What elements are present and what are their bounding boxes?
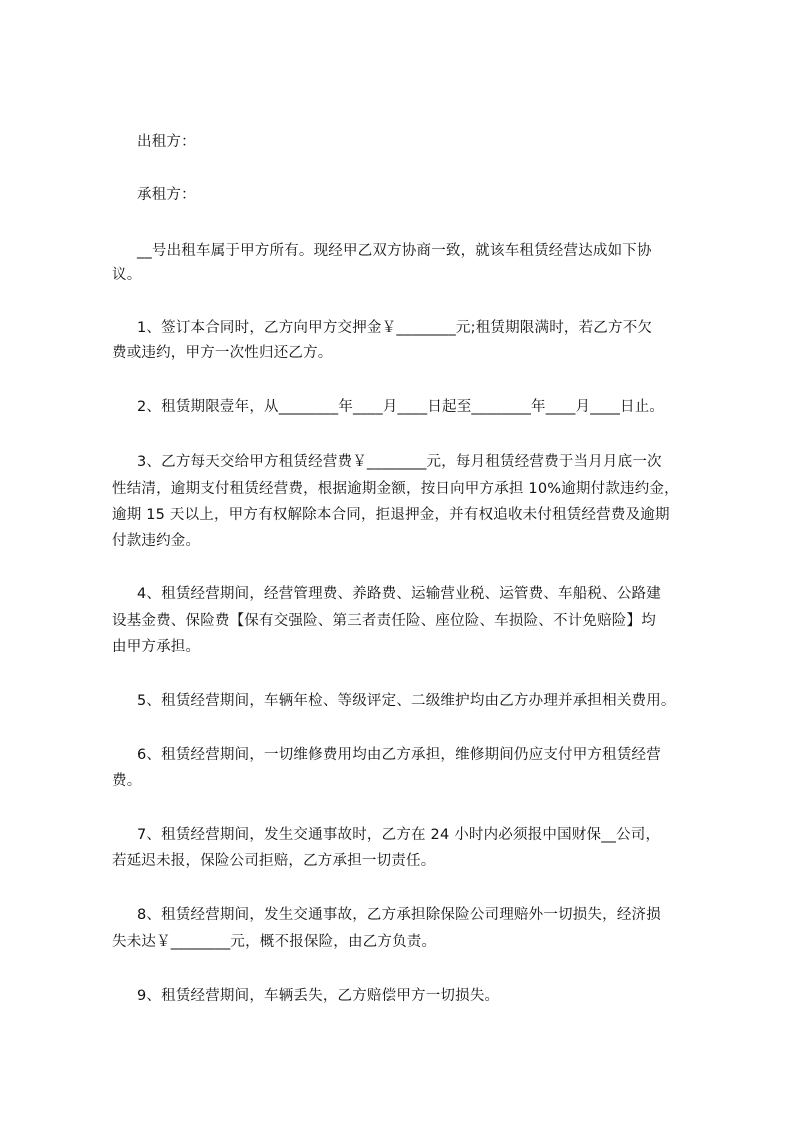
intro-line-2: 议。 [112,267,142,283]
clause-1-line-2: 费或违约，甲方一次性归还乙方。 [112,345,333,361]
clause-3-line-2: 性结清，逾期支付租赁经营费，根据逾期金额，按日向甲方承担 10%逾期付款违约金， [112,481,679,497]
clause-8-line-1: 8、租赁经营期间，发生交通事故，乙方承担除保险公司理赔外一切损失，经济损 [137,907,661,923]
lessor-label: 出租方： [137,134,196,150]
lessee-label: 承租方： [137,187,196,203]
clause-5-line-1: 5、租赁经营期间，车辆年检、等级评定、二级维护均由乙方办理并承担相关费用。 [137,693,676,709]
clause-6-line-2: 费。 [112,773,142,789]
clause-2-line-1: 2、租赁期限壹年，从________年____月____日起至________年____月____日止。 [137,399,665,415]
clause-8-line-2: 失未达￥________元，概不报保险，由乙方负责。 [112,934,437,950]
clause-4-line-3: 由甲方承担。 [112,639,201,655]
clause-7-line-2: 若延迟未报，保险公司拒赔，乙方承担一切责任。 [112,853,436,869]
clause-4-line-1: 4、租赁经营期间，经营管理费、养路费、运输营业税、运管费、车船税、公路建 [137,586,661,602]
clause-3-line-1: 3、乙方每天交给甲方租赁经营费￥________元，每月租赁经营费于当月月底一次 [137,454,662,470]
clause-3-line-4: 付款违约金。 [112,533,201,549]
clause-6-line-1: 6、租赁经营期间，一切维修费用均由乙方承担，维修期间仍应支付甲方租赁经营 [137,747,661,763]
intro-line-1: __号出租车属于甲方所有。现经甲乙双方协商一致，就该车租赁经营达成如下协 [137,243,652,259]
clause-9-line-1: 9、租赁经营期间，车辆丢失，乙方赔偿甲方一切损失。 [137,988,500,1004]
clause-7-line-1: 7、租赁经营期间，发生交通事故时，乙方在 24 小时内必须报中国财保__公司， [137,827,661,843]
clause-4-line-2: 设基金费、保险费【保有交强险、第三者责任险、座位险、车损险、不计免赔险】均 [112,613,656,629]
clause-1-line-1: 1、签订本合同时，乙方向甲方交押金￥________元;租赁期限满时，若乙方不欠 [137,320,653,336]
clause-3-line-3: 逾期 15 天以上，甲方有权解除本合同，拒退押金，并有权追收未付租赁经营费及逾期 [112,507,670,523]
